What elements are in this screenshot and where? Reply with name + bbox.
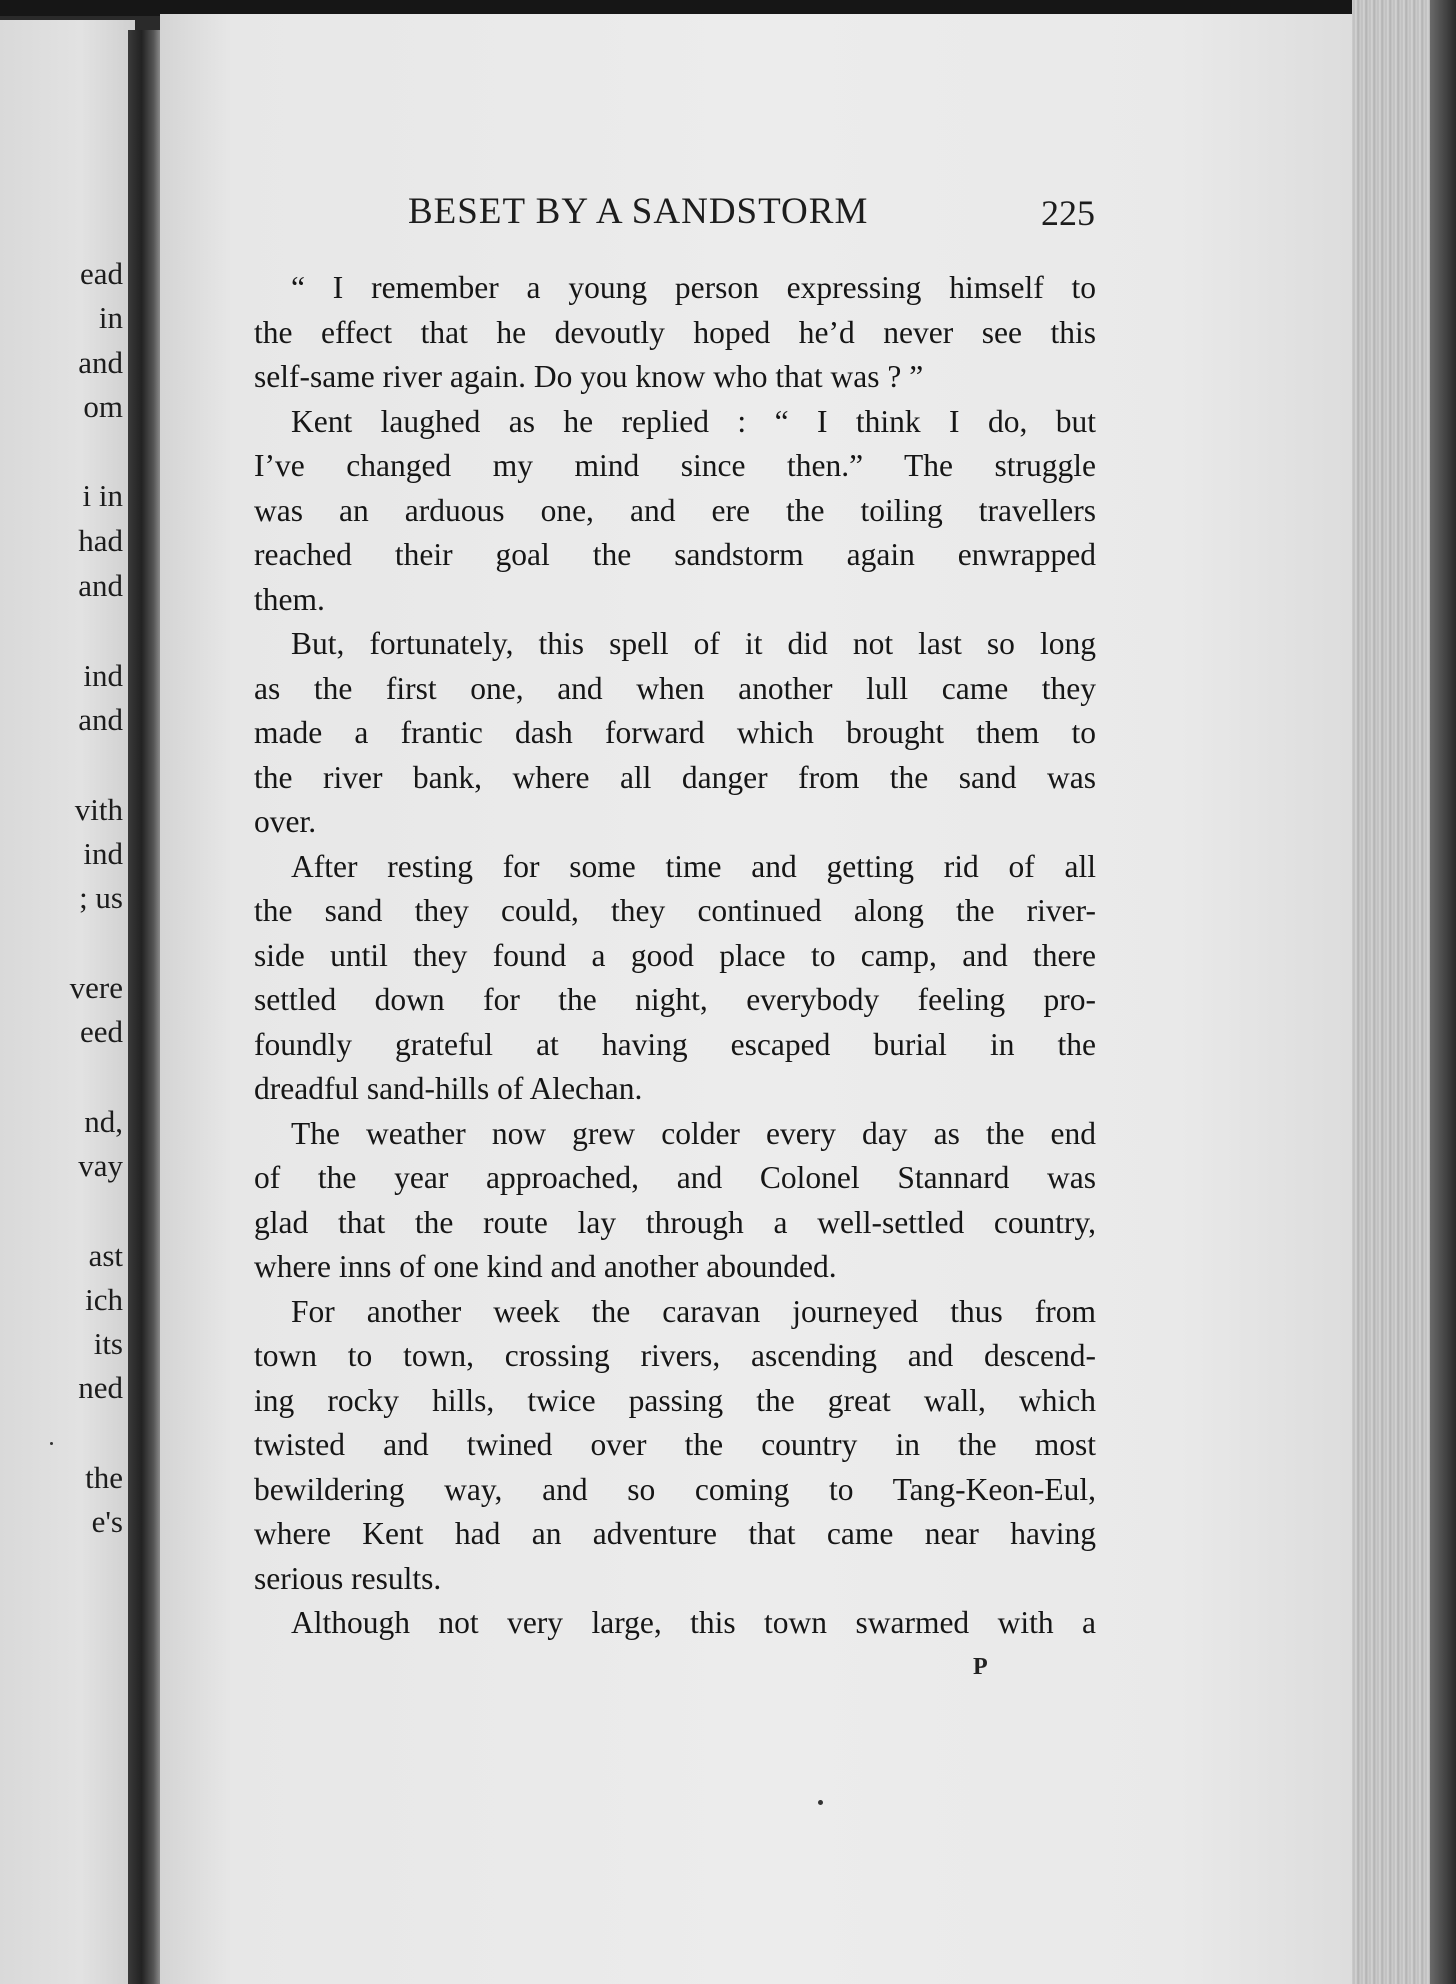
text-line: bewildering way, and so coming to Tang-Keon-Eul, xyxy=(254,1471,1096,1507)
text-line: foundly grateful at having escaped burial in the xyxy=(254,1026,1096,1062)
book-gutter xyxy=(128,30,162,1984)
text-line: was an arduous one, and ere the toiling travellers xyxy=(254,492,1096,528)
page-number: 225 xyxy=(1041,193,1095,233)
text-line: where inns of one kind and another abounded. xyxy=(254,1249,837,1284)
body-text xyxy=(254,266,1096,1646)
previous-page-line-fragment: eed xyxy=(79,1014,123,1049)
previous-page-line-fragment: the xyxy=(85,1460,123,1495)
text-line: I’ve changed my mind since then.” The struggle xyxy=(254,448,1096,483)
previous-page-line-fragment: om xyxy=(83,389,123,424)
previous-page-line-fragment: in xyxy=(98,300,123,335)
paper-speck xyxy=(50,1442,53,1445)
previous-page-line-fragment: ead xyxy=(79,256,123,291)
previous-page-line-fragment: nd, xyxy=(84,1104,123,1139)
previous-page-line-fragment: i in xyxy=(82,478,123,513)
running-header xyxy=(0,190,1456,240)
text-line: as the first one, and when another lull came they xyxy=(254,670,1096,706)
previous-page-line-fragment: vith xyxy=(74,792,123,827)
previous-page-line-fragment: ; us xyxy=(79,880,123,915)
previous-page-line-fragment: ind xyxy=(83,658,123,693)
running-title: BESET BY A SANDSTORM xyxy=(408,191,869,232)
text-line: where Kent had an adventure that came near having xyxy=(254,1516,1096,1551)
paper-speck xyxy=(818,1800,823,1805)
text-line: After resting for some time and getting rid of all xyxy=(291,848,1096,884)
previous-page-line-fragment: ich xyxy=(85,1282,123,1317)
previous-page-line-fragment: vay xyxy=(78,1148,123,1183)
text-line: settled down for the night, everybody feeling pro- xyxy=(254,982,1096,1017)
text-line: side until they found a good place to camp, and there xyxy=(254,937,1096,973)
text-line: them. xyxy=(254,581,325,617)
text-line: town to town, crossing rivers, ascending and descend- xyxy=(254,1338,1096,1373)
previous-page-line-fragment: ast xyxy=(88,1238,123,1273)
signature-mark: P xyxy=(973,1654,988,1680)
text-line: The weather now grew colder every day as the end xyxy=(291,1115,1096,1151)
text-line: the sand they could, they continued along the river- xyxy=(254,893,1096,928)
text-line: ing rocky hills, twice passing the great wall, which xyxy=(254,1382,1096,1418)
text-line: over. xyxy=(254,804,317,839)
previous-page-line-fragment: and xyxy=(78,568,123,603)
text-line: Although not very large, this town swarmed with a xyxy=(291,1605,1096,1640)
text-line: For another week the caravan journeyed thus from xyxy=(291,1293,1096,1329)
text-line: But, fortunately, this spell of it did not last so long xyxy=(291,626,1096,661)
previous-page-line-fragment: vere xyxy=(69,970,123,1005)
previous-page-line-fragment: had xyxy=(78,523,123,558)
previous-page-line-fragment: e's xyxy=(91,1504,123,1539)
text-line: twisted and twined over the country in the most xyxy=(254,1427,1096,1462)
text-line: Kent laughed as he replied : “ I think I do, but xyxy=(291,403,1096,439)
text-line: reached their goal the sandstorm again enwrapped xyxy=(254,537,1096,572)
page-edges xyxy=(1352,0,1456,1984)
text-line: the effect that he devoutly hoped he’d never see this xyxy=(254,314,1096,350)
previous-page-line-fragment: ned xyxy=(78,1370,123,1405)
previous-page-line-fragment: and xyxy=(78,702,123,737)
text-line: self-same river again. Do you know who that was ? ” xyxy=(254,359,924,394)
previous-page-line-fragment: and xyxy=(78,345,123,380)
previous-page xyxy=(0,20,135,1984)
text-line: serious results. xyxy=(254,1560,442,1596)
text-line: of the year approached, and Colonel Stannard was xyxy=(254,1160,1096,1195)
previous-page-line-fragment: ind xyxy=(83,836,123,871)
text-line: “ I remember a young person expressing himself to xyxy=(291,270,1096,305)
text-line: glad that the route lay through a well-settled country, xyxy=(254,1204,1096,1240)
text-line: made a frantic dash forward which brought them to xyxy=(254,715,1096,750)
text-line: the river bank, where all danger from the sand was xyxy=(254,759,1096,795)
text-line: dreadful sand-hills of Alechan. xyxy=(254,1071,643,1106)
previous-page-line-fragment: its xyxy=(93,1326,123,1361)
